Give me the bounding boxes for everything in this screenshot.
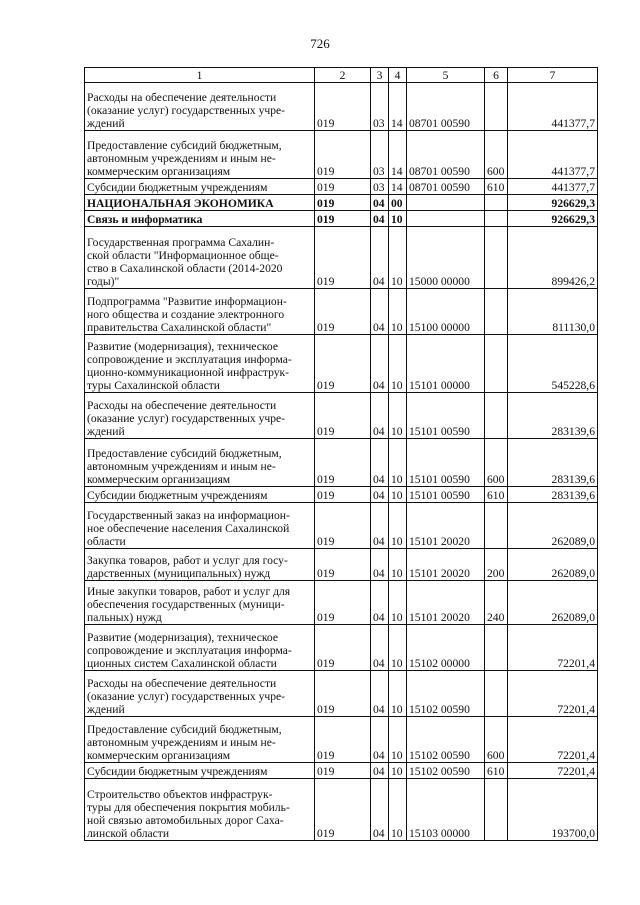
- row-section-code: 04: [371, 487, 389, 503]
- row-ved-code: 019: [315, 671, 371, 717]
- row-expense-type: 600: [485, 717, 508, 763]
- row-expense-type: 600: [485, 439, 508, 487]
- row-ved-code: 019: [315, 131, 371, 179]
- row-target-article: 15102 00590: [407, 763, 485, 779]
- row-target-article: 15000 00000: [407, 227, 485, 289]
- table-row: [85, 439, 598, 487]
- row-target-article: 15101 00590: [407, 487, 485, 503]
- row-expense-type: 200: [485, 549, 508, 581]
- row-subsection-code: 10: [389, 335, 407, 393]
- row-subsection-code: 10: [389, 763, 407, 779]
- row-expense-type: [485, 671, 508, 717]
- table-row: [85, 393, 598, 439]
- row-name: НАЦИОНАЛЬНАЯ ЭКОНОМИКА: [85, 195, 315, 211]
- row-name: Расходы на обеспечение деятельности (оказание услуг) государственных учре- ждений: [85, 83, 315, 131]
- row-name: Субсидии бюджетным учреждениям: [85, 487, 315, 503]
- row-subsection-code: 10: [389, 717, 407, 763]
- row-name: Подпрограмма "Развитие информацион- ного общества и создание электронного правительства Сахалинской области": [85, 289, 315, 335]
- row-ved-code: 019: [315, 763, 371, 779]
- row-subsection-code: 14: [389, 131, 407, 179]
- table-row: [85, 779, 598, 841]
- row-name: Субсидии бюджетным учреждениям: [85, 179, 315, 195]
- row-ved-code: 019: [315, 779, 371, 841]
- row-target-article: 15101 00590: [407, 393, 485, 439]
- table-row: [85, 717, 598, 763]
- table-row: [85, 211, 598, 227]
- row-amount: 899426,2: [508, 227, 598, 289]
- table-row: [85, 335, 598, 393]
- row-name: Предоставление субсидий бюджетным, автономным учреждениям и иным не- коммерческим организациям: [85, 717, 315, 763]
- table-body: [85, 83, 598, 841]
- row-section-code: 04: [371, 625, 389, 671]
- row-name: Государственная программа Сахалин- ской области "Информационное обще- ство в Сахалинской области (2014-2020 годы)": [85, 227, 315, 289]
- table-row: [85, 131, 598, 179]
- table-row: [85, 195, 598, 211]
- row-amount: 441377,7: [508, 83, 598, 131]
- row-section-code: 04: [371, 503, 389, 549]
- row-ved-code: 019: [315, 335, 371, 393]
- row-target-article: [407, 211, 485, 227]
- row-amount: 926629,3: [508, 211, 598, 227]
- row-section-code: 04: [371, 195, 389, 211]
- row-amount: 441377,7: [508, 131, 598, 179]
- row-ved-code: 019: [315, 503, 371, 549]
- row-target-article: 08701 00590: [407, 179, 485, 195]
- row-target-article: [407, 195, 485, 211]
- row-amount: 72201,4: [508, 717, 598, 763]
- row-expense-type: [485, 227, 508, 289]
- row-amount: 283139,6: [508, 439, 598, 487]
- row-section-code: 04: [371, 763, 389, 779]
- row-subsection-code: 10: [389, 487, 407, 503]
- col-header-7: 7: [508, 68, 598, 83]
- row-target-article: 15101 00590: [407, 439, 485, 487]
- row-name: Государственный заказ на информацион- ное обеспечение населения Сахалинской области: [85, 503, 315, 549]
- row-ved-code: 019: [315, 625, 371, 671]
- table-row: [85, 503, 598, 549]
- row-target-article: 15101 20020: [407, 503, 485, 549]
- row-section-code: 04: [371, 393, 389, 439]
- row-target-article: 08701 00590: [407, 83, 485, 131]
- row-expense-type: [485, 289, 508, 335]
- row-section-code: 03: [371, 83, 389, 131]
- row-name: Субсидии бюджетным учреждениям: [85, 763, 315, 779]
- row-name: Расходы на обеспечение деятельности (оказание услуг) государственных учре- ждений: [85, 671, 315, 717]
- row-amount: 262089,0: [508, 503, 598, 549]
- row-section-code: 04: [371, 227, 389, 289]
- row-name: Связь и информатика: [85, 211, 315, 227]
- row-section-code: 04: [371, 549, 389, 581]
- budget-table: [84, 67, 598, 841]
- row-ved-code: 019: [315, 83, 371, 131]
- row-target-article: 15102 00590: [407, 671, 485, 717]
- row-expense-type: [485, 779, 508, 841]
- table-row: [85, 487, 598, 503]
- row-name: Расходы на обеспечение деятельности (оказание услуг) государственных учре- ждений: [85, 393, 315, 439]
- table-row: [85, 625, 598, 671]
- row-ved-code: 019: [315, 393, 371, 439]
- row-ved-code: 019: [315, 211, 371, 227]
- row-ved-code: 019: [315, 289, 371, 335]
- row-amount: 72201,4: [508, 625, 598, 671]
- row-amount: 72201,4: [508, 763, 598, 779]
- row-expense-type: 610: [485, 179, 508, 195]
- row-section-code: 04: [371, 717, 389, 763]
- row-expense-type: [485, 195, 508, 211]
- table-row: [85, 671, 598, 717]
- row-subsection-code: 10: [389, 549, 407, 581]
- table-row: [85, 289, 598, 335]
- row-section-code: 04: [371, 335, 389, 393]
- col-header-5: 5: [407, 68, 485, 83]
- header-row: [85, 68, 598, 83]
- row-name: Строительство объектов инфраструк- туры для обеспечения покрытия мобиль- ной связью автомобильных дорог Саха- линской области: [85, 779, 315, 841]
- row-subsection-code: 10: [389, 625, 407, 671]
- row-expense-type: [485, 83, 508, 131]
- row-subsection-code: 10: [389, 779, 407, 841]
- row-subsection-code: 10: [389, 671, 407, 717]
- row-section-code: 04: [371, 779, 389, 841]
- row-subsection-code: 14: [389, 83, 407, 131]
- row-amount: 441377,7: [508, 179, 598, 195]
- row-section-code: 04: [371, 211, 389, 227]
- row-name: Предоставление субсидий бюджетным, автономным учреждениям и иным не- коммерческим организациям: [85, 439, 315, 487]
- row-subsection-code: 10: [389, 289, 407, 335]
- row-subsection-code: 14: [389, 179, 407, 195]
- row-expense-type: 600: [485, 131, 508, 179]
- row-expense-type: 240: [485, 581, 508, 625]
- table-row: [85, 763, 598, 779]
- row-amount: 72201,4: [508, 671, 598, 717]
- row-expense-type: 610: [485, 763, 508, 779]
- row-amount: 262089,0: [508, 549, 598, 581]
- row-subsection-code: 10: [389, 227, 407, 289]
- row-ved-code: 019: [315, 487, 371, 503]
- row-expense-type: [485, 335, 508, 393]
- table-row: [85, 83, 598, 131]
- row-ved-code: 019: [315, 581, 371, 625]
- row-section-code: 03: [371, 131, 389, 179]
- row-amount: 545228,6: [508, 335, 598, 393]
- row-target-article: 15102 00000: [407, 625, 485, 671]
- row-target-article: 15101 20020: [407, 581, 485, 625]
- row-expense-type: 610: [485, 487, 508, 503]
- row-ved-code: 019: [315, 717, 371, 763]
- row-name: Развитие (модернизация), техническое сопровождение и эксплуатация информа- ционных систем Сахалинской области: [85, 625, 315, 671]
- row-section-code: 04: [371, 439, 389, 487]
- row-ved-code: 019: [315, 549, 371, 581]
- row-target-article: 08701 00590: [407, 131, 485, 179]
- row-expense-type: [485, 211, 508, 227]
- row-amount: 262089,0: [508, 581, 598, 625]
- row-target-article: 15103 00000: [407, 779, 485, 841]
- col-header-2: 2: [315, 68, 371, 83]
- row-amount: 926629,3: [508, 195, 598, 211]
- table-row: [85, 227, 598, 289]
- row-amount: 283139,6: [508, 393, 598, 439]
- col-header-4: 4: [389, 68, 407, 83]
- row-expense-type: [485, 625, 508, 671]
- row-expense-type: [485, 393, 508, 439]
- row-subsection-code: 00: [389, 195, 407, 211]
- col-header-6: 6: [485, 68, 508, 83]
- row-amount: 811130,0: [508, 289, 598, 335]
- row-ved-code: 019: [315, 227, 371, 289]
- row-subsection-code: 10: [389, 211, 407, 227]
- col-header-3: 3: [371, 68, 389, 83]
- col-header-1: 1: [85, 68, 315, 83]
- row-section-code: 04: [371, 671, 389, 717]
- row-name: Предоставление субсидий бюджетным, автономным учреждениям и иным не- коммерческим организациям: [85, 131, 315, 179]
- row-name: Развитие (модернизация), техническое сопровождение и эксплуатация информа- ционно-коммуникационной инфраструк- туры Сахалинской области: [85, 335, 315, 393]
- row-subsection-code: 10: [389, 581, 407, 625]
- row-ved-code: 019: [315, 439, 371, 487]
- row-section-code: 04: [371, 289, 389, 335]
- page-number: 726: [310, 36, 330, 51]
- row-subsection-code: 10: [389, 393, 407, 439]
- row-ved-code: 019: [315, 195, 371, 211]
- table-row: [85, 179, 598, 195]
- table-row: [85, 581, 598, 625]
- row-target-article: 15100 00000: [407, 289, 485, 335]
- row-subsection-code: 10: [389, 503, 407, 549]
- row-subsection-code: 10: [389, 439, 407, 487]
- row-name: Закупка товаров, работ и услуг для госу- дарственных (муниципальных) нужд: [85, 549, 315, 581]
- row-target-article: 15101 00000: [407, 335, 485, 393]
- row-amount: 283139,6: [508, 487, 598, 503]
- row-section-code: 04: [371, 581, 389, 625]
- table-row: [85, 549, 598, 581]
- row-ved-code: 019: [315, 179, 371, 195]
- row-target-article: 15102 00590: [407, 717, 485, 763]
- row-section-code: 03: [371, 179, 389, 195]
- row-amount: 193700,0: [508, 779, 598, 841]
- row-target-article: 15101 20020: [407, 549, 485, 581]
- row-name: Иные закупки товаров, работ и услуг для обеспечения государственных (муници- пальных) нужд: [85, 581, 315, 625]
- row-expense-type: [485, 503, 508, 549]
